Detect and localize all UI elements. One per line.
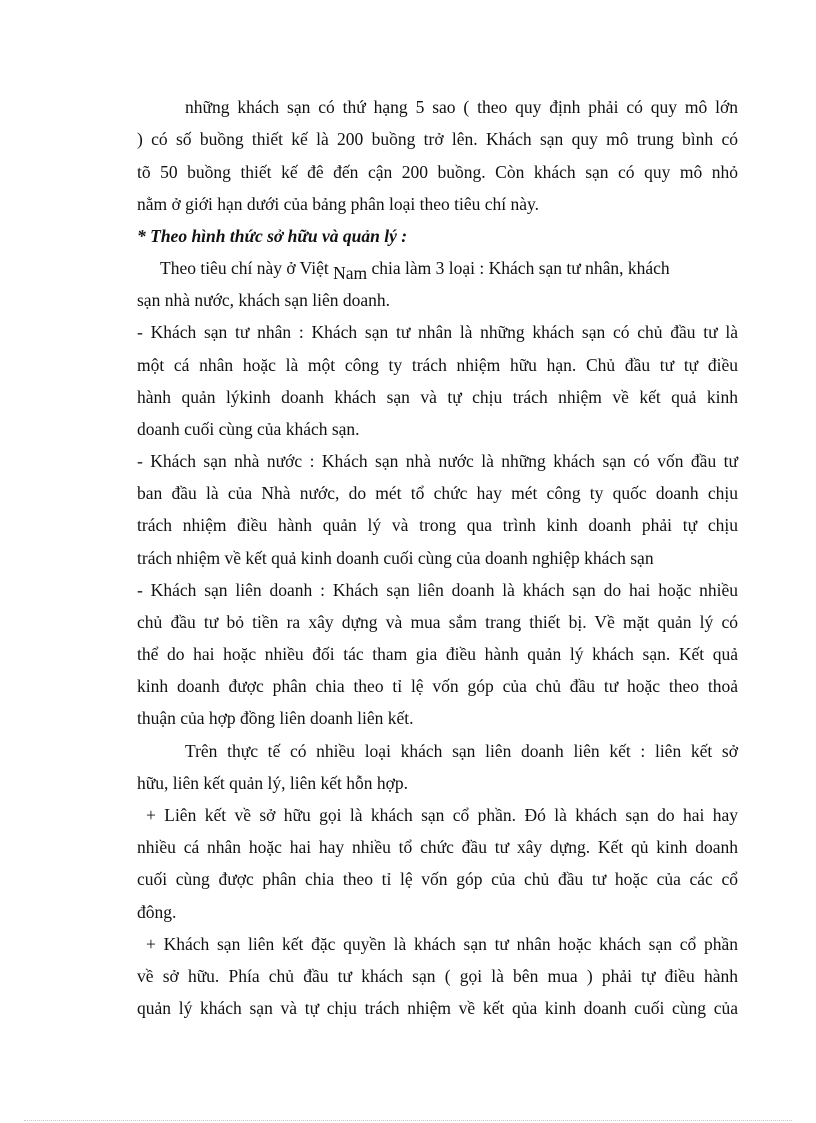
section-heading: * Theo hình thức sở hữu và quản lý : [137,226,408,246]
paragraph-line: ban đầu là của Nhà nước, do mét tổ chức hay mét công ty quốc doanh chịu [137,483,738,503]
paragraph-line: nằm ở giới hạn dưới của bảng phân loại theo tiêu chí này. [137,194,540,214]
paragraph-line: quản lý khách sạn và tự chịu trách nhiệm về kết qủa kinh doanh cuối cùng của [137,998,738,1018]
paragraph-line: hữu, liên kết quản lý, liên kết hỗn hợp. [137,773,408,793]
paragraph-line: nhiều cá nhân hoặc hai hay nhiều tổ chức đầu tư xây dựng. Kết qủ kinh doanh [137,837,738,857]
paragraph-line: - Khách sạn nhà nước : Khách sạn nhà nước là những khách sạn có vốn đầu tư [137,451,738,471]
paragraph-line: kinh doanh được phân chia theo tỉ lệ vốn góp của chủ đầu tư hoặc theo thoả [137,676,738,696]
paragraph-line: + Khách sạn liên kết đặc quyền là khách sạn tư nhân hoặc khách sạn cổ phần [146,934,738,954]
paragraph-line: doanh cuối cùng của khách sạn. [137,419,360,439]
paragraph-line: về sở hữu. Phía chủ đầu tư khách sạn ( gọi là bên mua ) phải tự điều hành [137,966,738,986]
line-fragment: chia làm 3 loại : Khách sạn tư nhân, khách [371,258,670,278]
paragraph-line: Trên thực tế có nhiều loại khách sạn liên doanh liên kết : liên kết sở [185,741,738,761]
paragraph-line: ) có số buồng thiết kế là 200 buồng trở lên. Khách sạn quy mô trung bình có [137,129,738,149]
paragraph-line: sạn nhà nước, khách sạn liên doanh. [137,290,390,310]
paragraph-line: + Liên kết về sở hữu gọi là khách sạn cổ phần. Đó là khách sạn do hai hay [146,805,738,825]
paragraph-line: trách nhiệm về kết quả kinh doanh cuối cùng của doanh nghiệp khách sạn [137,548,654,568]
page-bottom-divider [24,1120,792,1121]
paragraph-line [160,257,738,283]
paragraph-line: cuối cùng được phân chia theo tỉ lệ vốn góp của chủ đầu tư hoặc của các cổ [137,869,738,889]
paragraph-line: đông. [137,902,177,922]
paragraph-line: một cá nhân hoặc là một công ty trách nhiệm hữu hạn. Chủ đầu tư tự điều [137,355,738,375]
paragraph-line: hành quản lýkinh doanh khách sạn và tự chịu trách nhiệm về kết quả kinh [137,387,738,407]
paragraph-line: trách nhiệm điều hành quản lý và trong qua trình kinh doanh phải tự chịu [137,515,738,535]
line-fragment-raised: Nam [333,263,368,283]
paragraph-line: chủ đầu tư bỏ tiền ra xây dựng và mua sắm trang thiết bị. Về mặt quản lý có [137,612,738,632]
paragraph-line: tõ 50 buồng thiết kế đê đến cận 200 buồng. Còn khách sạn có quy mô nhỏ [137,162,738,182]
paragraph-line: thể do hai hoặc nhiều đối tác tham gia điều hành quản lý khách sạn. Kết quả [137,644,738,664]
paragraph-line: - Khách sạn tư nhân : Khách sạn tư nhân là những khách sạn có chủ đầu tư là [137,322,738,342]
paragraph-line: - Khách sạn liên doanh : Khách sạn liên doanh là khách sạn do hai hoặc nhiều [137,580,738,600]
paragraph-line: thuận của hợp đồng liên doanh liên kết. [137,708,414,728]
line-fragment: Theo tiêu chí này ở Việt [160,258,329,278]
paragraph-line: những khách sạn có thứ hạng 5 sao ( theo quy định phải có quy mô lớn [185,97,738,117]
